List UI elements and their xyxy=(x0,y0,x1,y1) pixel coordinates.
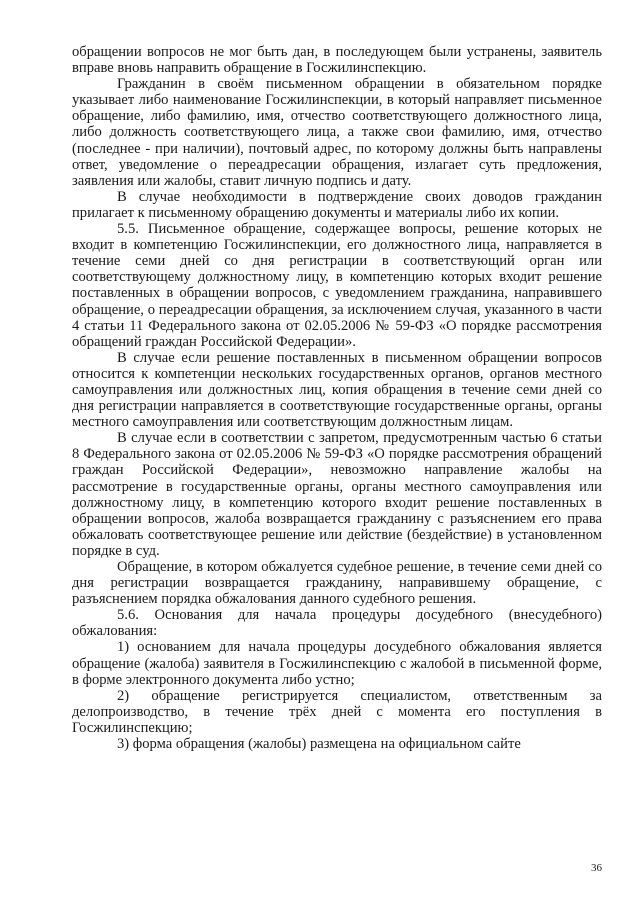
paragraph-5-5: 5.5. Письменное обращение, содержащее вопросы, решение которых не входит в компетенцию Госжилинспекции, его должностного лица, направляется в течение семи дней со дня регистрации в соответствующий орган или соответствующему должностному лицу, в компетенцию которых входит решение поставленных в обращении вопросов, с уведомлением гражданина, направившего обращение, о переадресации обращения, за исключением случая, указанного в части 4 статьи 11 Федерального закона от 02.05.2006 № 59-ФЗ «О порядке рассмотрения обращений граждан Российской Федерации». xyxy=(72,221,602,350)
paragraph-court-decision: Обращение, в котором обжалуется судебное решение, в течение семи дней со дня регистрации возвращается гражданину, направившему обращение, с разъяснением порядка обжалования данного судебного решения. xyxy=(72,559,602,608)
list-item-3: 3) форма обращения (жалобы) размещена на официальном сайте xyxy=(117,736,521,753)
paragraph-applicant-requirements: Гражданин в своём письменном обращении в обязательном порядке указывает либо наименование Госжилинспекции, в который направляет письменное обращение, либо фамилию, имя, отчество соответствующего должностного лица, либо должность соответствующего лица, а также свои фамилию, имя, отчество (последнее - при наличии), почтовый адрес, по которому должны быть направлены ответ, уведомление о переадресации обращения, излагает суть предложения, заявления или жалобы, ставит личную подпись и дату. xyxy=(72,76,602,189)
list-item-1: 1) основанием для начала процедуры досудебного обжалования является обращение (жалоба) заявителя в Госжилинспекцию с жалобой в письменной форме, в форме электронного документа либо устно; xyxy=(72,639,602,688)
page-number: 36 xyxy=(591,862,602,874)
body-text xyxy=(72,44,602,752)
paragraph-continuation: обращении вопросов не мог быть дан, в последующем были устранены, заявитель вправе вновь направить обращение в Госжилинспекцию. xyxy=(72,44,602,77)
paragraph-supporting-documents: В случае необходимости в подтверждение своих доводов гражданин прилагает к письменному обращению документы и материалы либо их копии. xyxy=(72,188,602,221)
list-item-2: 2) обращение регистрируется специалистом, ответственным за делопроизводство, в течение трёх дней с момента его поступления в Госжилинспекцию; xyxy=(72,687,602,736)
paragraph-5-6: 5.6. Основания для начала процедуры досудебного (внесудебного) обжалования: xyxy=(72,607,602,640)
paragraph-multiple-authorities: В случае если решение поставленных в письменном обращении вопросов относится к компетенции нескольких государственных органов, органов местного самоуправления или должностных лиц, копия обращения в течение семи дней со дня регистрации направляется в соответствующие государственные органы, органы местного самоуправления или соответствующим должностным лицам. xyxy=(72,349,602,431)
paragraph-prohibition: В случае если в соответствии с запретом, предусмотренным частью 6 статьи 8 Федерального закона от 02.05.2006 № 59-ФЗ «О порядке рассмотрения обращений граждан Российской Федерации», невозможно направление жалобы на рассмотрение в государственные органы, органы местного самоуправления или должностному лицу, в компетенцию которого входит решение поставленных в обращении вопросов, жалоба возвращается гражданину с разъяснением его права обжаловать соответствующее решение или действие (бездействие) в установленном порядке в суд. xyxy=(72,430,602,559)
